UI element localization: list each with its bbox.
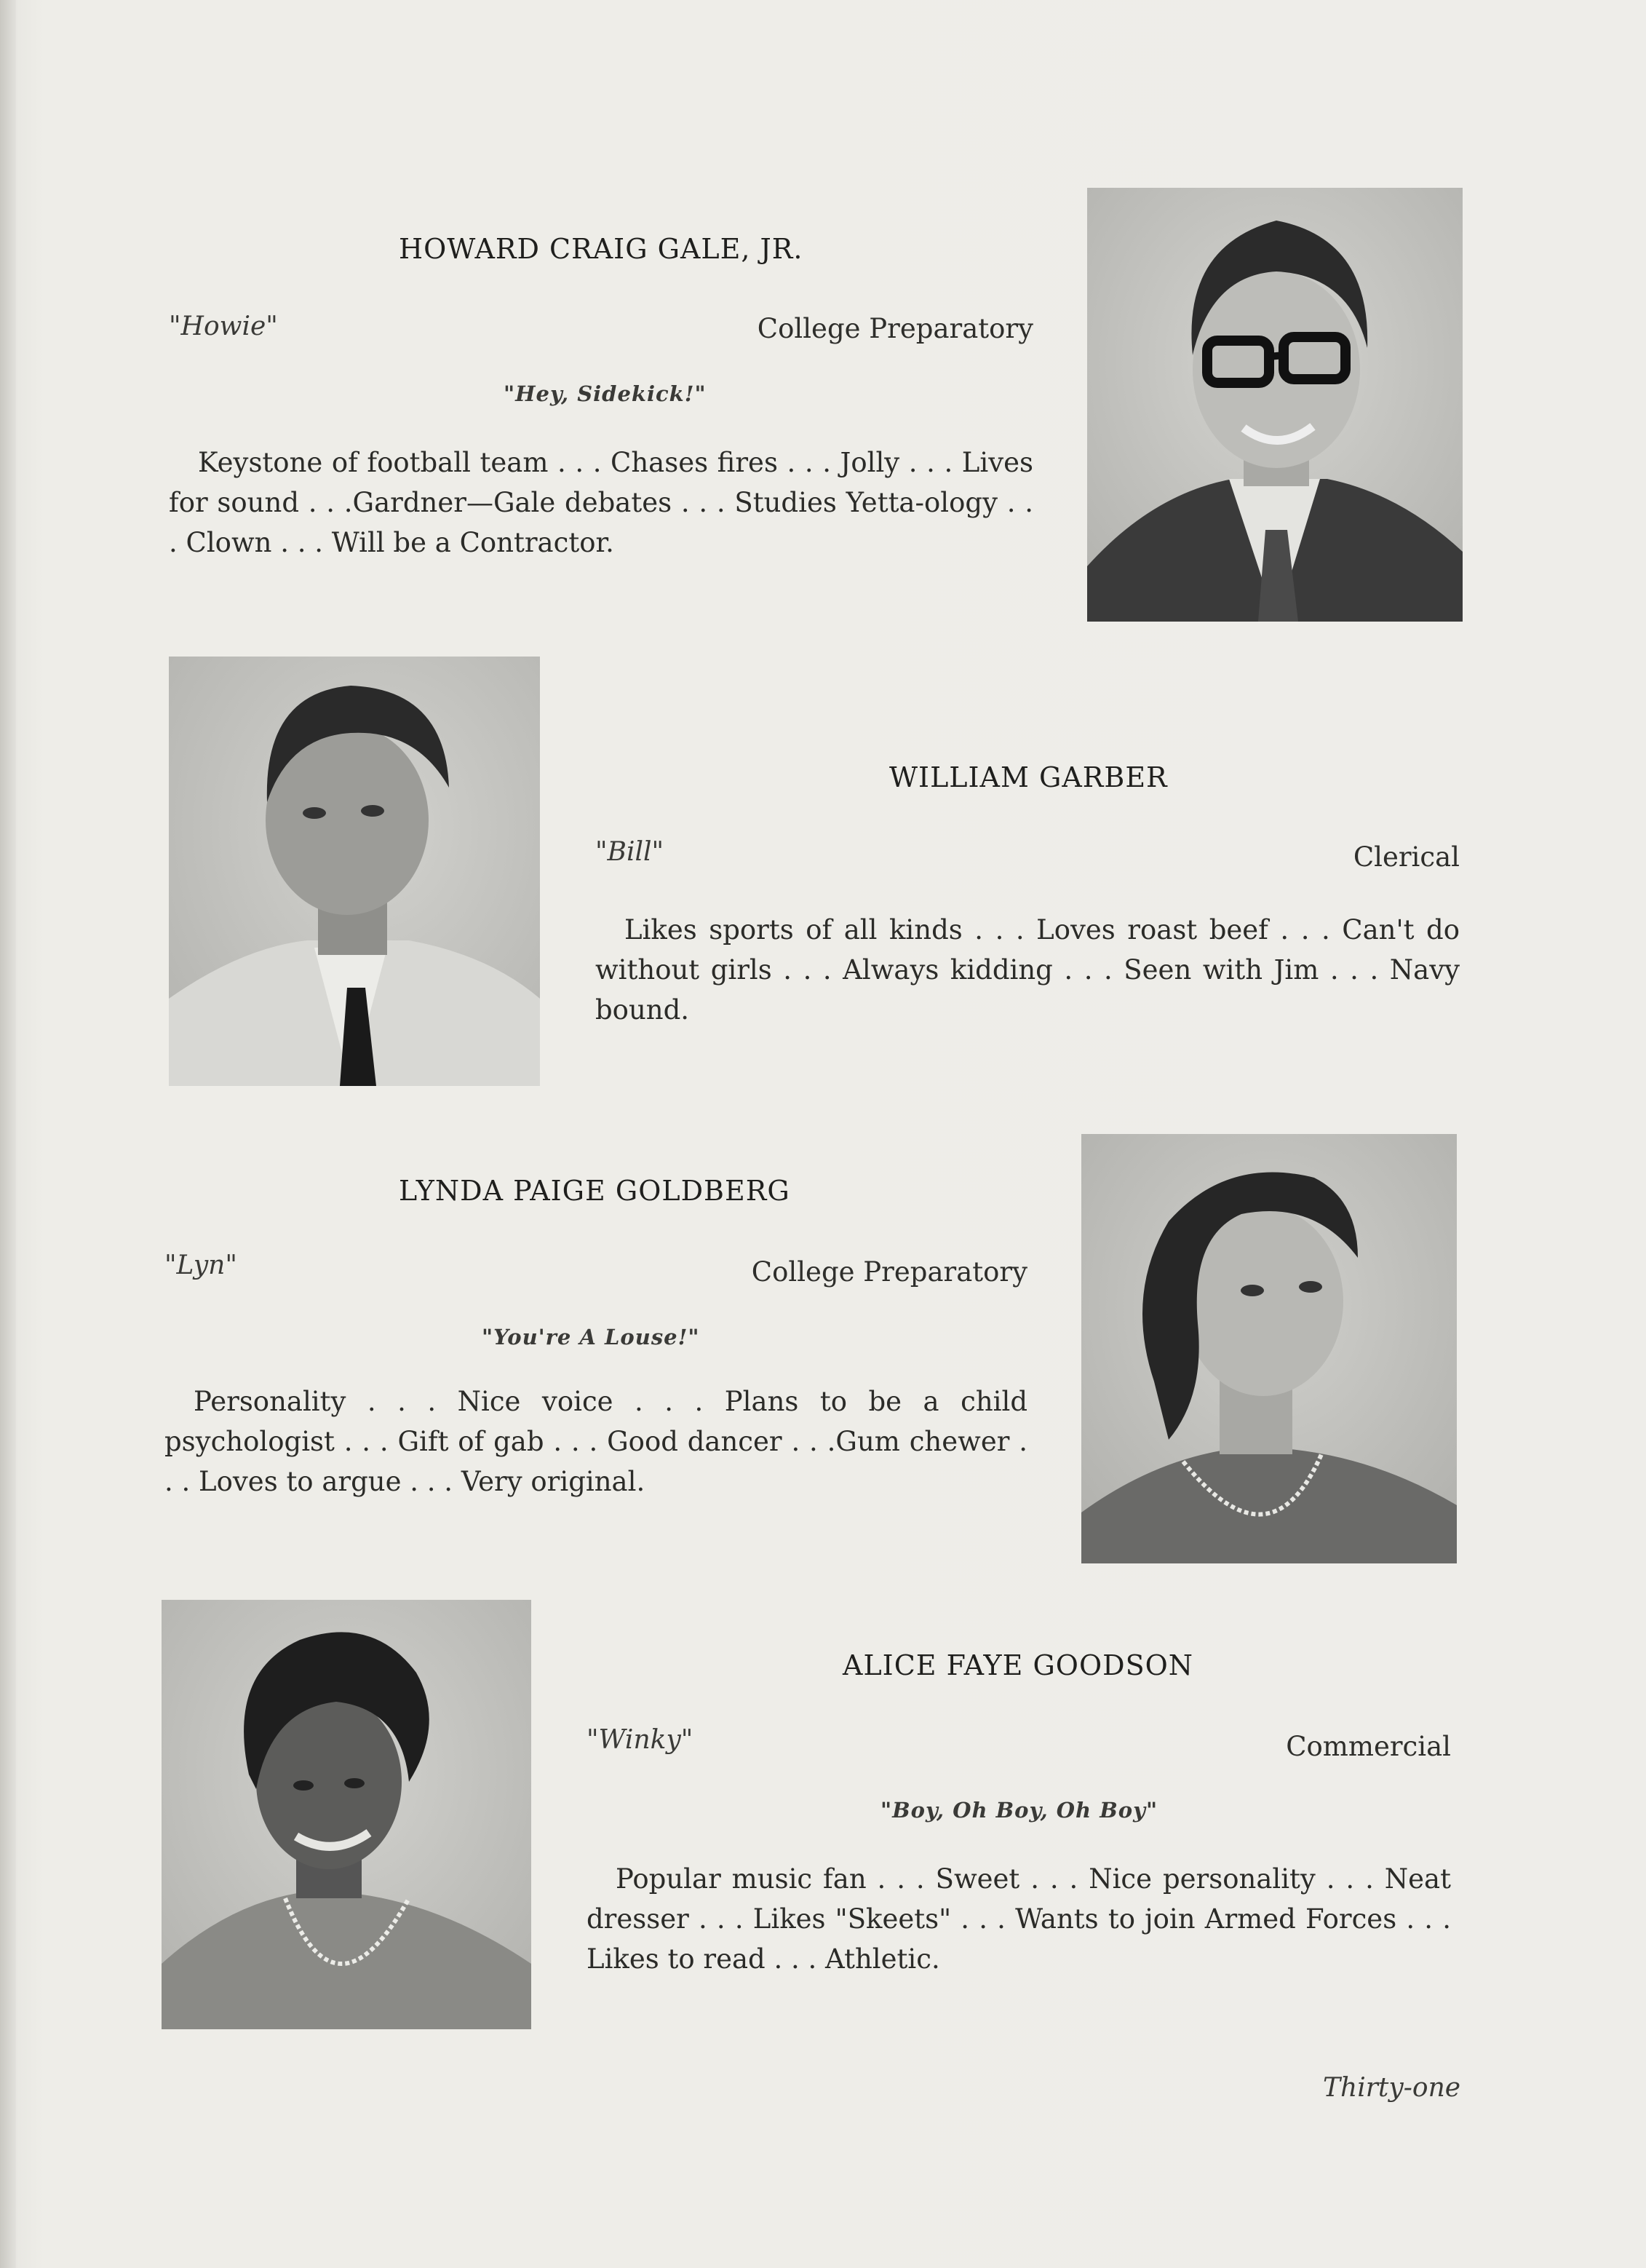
student-course: College Preparatory <box>757 313 1033 344</box>
student-course: College Preparatory <box>751 1256 1027 1288</box>
student-nickname: "Lyn" <box>164 1250 237 1280</box>
student-nickname: "Winky" <box>587 1725 693 1755</box>
student-nickname: "Howie" <box>169 312 278 341</box>
student-motto: "Boy, Oh Boy, Oh Boy" <box>880 1798 1158 1823</box>
student-motto: "Hey, Sidekick!" <box>504 381 707 406</box>
portrait-photo-howard-gale <box>1087 188 1463 622</box>
student-name: ALICE FAYE GOODSON <box>843 1649 1194 1681</box>
student-course: Commercial <box>1286 1731 1451 1762</box>
student-motto: "You're A Louse!" <box>482 1325 700 1349</box>
student-bio: Likes sports of all kinds . . . Loves roast beef . . . Can't do without girls . . . Always kidding . . . Seen with Jim . . . Navy bound. <box>595 914 1460 1026</box>
portrait-photo-william-garber <box>169 657 540 1086</box>
portrait-photo-lynda-goldberg <box>1081 1134 1457 1563</box>
student-bio: Popular music fan . . . Sweet . . . Nice personality . . . Neat dresser . . . Likes "Skeets" . . . Wants to join Armed Forces . . . Likes to read . . . Athletic. <box>587 1863 1451 1975</box>
student-name: WILLIAM GARBER <box>889 761 1168 793</box>
student-bio: Personality . . . Nice voice . . . Plans to be a child psychologist . . . Gift of gab . . . Good dancer . . .Gum chewer . . . Loves to argue . . . Very original. <box>164 1386 1027 1497</box>
student-nickname: "Bill" <box>595 837 664 867</box>
page-number: Thirty-one <box>1323 2073 1461 2103</box>
portrait-photo-alice-goodson <box>162 1600 531 2029</box>
student-name: LYNDA PAIGE GOLDBERG <box>399 1175 790 1207</box>
student-bio: Keystone of football team . . . Chases fires . . . Jolly . . . Lives for sound . . .Gardner—Gale debates . . . Studies Yetta-ology . . . Clown . . . Will be a Contractor. <box>169 447 1033 558</box>
student-course: Clerical <box>1353 841 1460 873</box>
page-binding-edge <box>0 0 16 2268</box>
student-name: HOWARD CRAIG GALE, JR. <box>399 233 803 265</box>
